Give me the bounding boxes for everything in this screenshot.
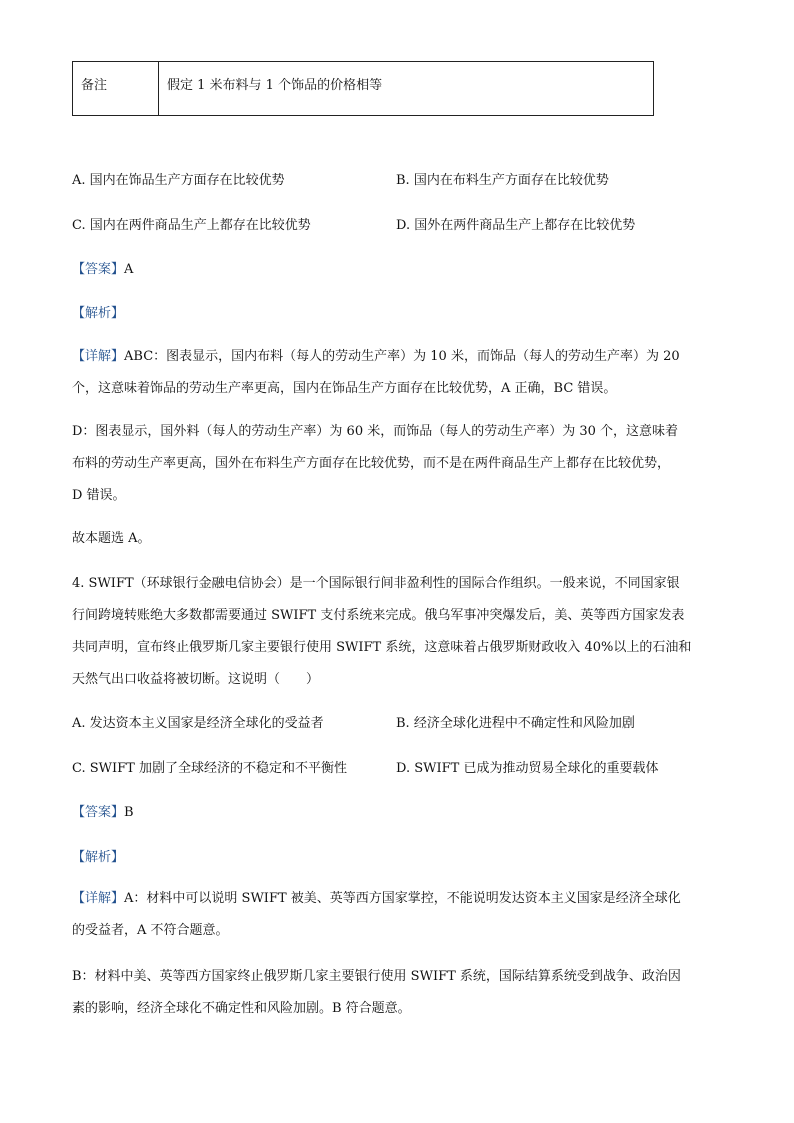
stem-line: 共同声明，宣布终止俄罗斯几家主要银行使用 SWIFT 系统，这意味着占俄罗斯财政收入 40%以上的石油和 bbox=[72, 640, 692, 655]
q4-option-b: B. 经济全球化进程中不确定性和风险加剧 bbox=[396, 716, 635, 731]
note-value: 假定 1 米布料与 1 个饰品的价格相等 bbox=[159, 62, 654, 116]
q4-detail bbox=[72, 883, 722, 947]
d-line: D 错误。 bbox=[72, 488, 126, 503]
answer-tag: 【答案】 bbox=[72, 805, 125, 820]
q3-option-d: D. 国外在两件商品生产上都存在比较优势 bbox=[396, 218, 636, 233]
q4-option-d: D. SWIFT 已成为推动贸易全球化的重要载体 bbox=[396, 761, 659, 776]
detail-line: ABC：图表显示，国内布料（每人的劳动生产率）为 10 米，而饰品（每人的劳动生产率）为 20 bbox=[124, 349, 680, 364]
detail-tag: 【详解】 bbox=[72, 349, 125, 364]
d-line: D：图表显示，国外料（每人的劳动生产率）为 60 米，而饰品（每人的劳动生产率）为 30 个，这意味着 bbox=[72, 424, 679, 439]
q3-conclusion: 故本题选 A。 bbox=[72, 531, 151, 546]
q4-stem bbox=[72, 568, 722, 696]
q3-option-c: C. 国内在两件商品生产上都存在比较优势 bbox=[72, 218, 311, 233]
q3-option-b: B. 国内在布料生产方面存在比较优势 bbox=[396, 173, 609, 188]
detail-line: 个，这意味着饰品的劳动生产率更高，国内在饰品生产方面存在比较优势，A 正确，BC 错误。 bbox=[72, 381, 617, 396]
stem-line: 行间跨境转账绝大多数都需要通过 SWIFT 支付系统来完成。俄乌军事冲突爆发后，美、英等西方国家发表 bbox=[72, 608, 685, 623]
q3-d-explanation bbox=[72, 416, 722, 512]
d-line: 布料的劳动生产率更高，国外在布料生产方面存在比较优势，而不是在两件商品生产上都存在比较优势， bbox=[72, 456, 671, 471]
note-label: 备注 bbox=[73, 62, 159, 116]
q3-detail bbox=[72, 341, 722, 405]
q4-b-explanation bbox=[72, 961, 722, 1025]
note-table bbox=[72, 61, 654, 116]
q4-option-c: C. SWIFT 加剧了全球经济的不稳定和不平衡性 bbox=[72, 761, 347, 776]
analysis-tag: 【解析】 bbox=[72, 306, 125, 321]
q3-answer bbox=[72, 258, 133, 277]
detail-tag: 【详解】 bbox=[72, 891, 125, 906]
b-line: B：材料中美、英等西方国家终止俄罗斯几家主要银行使用 SWIFT 系统，国际结算系统受到战争、政治因 bbox=[72, 969, 681, 984]
stem-line: 4. SWIFT（环球银行金融电信协会）是一个国际银行间非盈利性的国际合作组织。一般来说，不同国家银 bbox=[72, 576, 680, 591]
q4-analysis bbox=[72, 846, 124, 865]
b-line: 素的影响，经济全球化不确定性和风险加剧。B 符合题意。 bbox=[72, 1001, 411, 1016]
q3-option-a: A. 国内在饰品生产方面存在比较优势 bbox=[72, 173, 285, 188]
detail-line: 的受益者，A 不符合题意。 bbox=[72, 923, 229, 938]
answer-tag: 【答案】 bbox=[72, 262, 125, 277]
q4-option-a: A. 发达资本主义国家是经济全球化的受益者 bbox=[72, 716, 324, 731]
stem-line: 天然气出口收益将被切断。这说明（ ） bbox=[72, 672, 320, 687]
answer-value: A bbox=[124, 262, 134, 277]
detail-line: A：材料中可以说明 SWIFT 被美、英等西方国家掌控，不能说明发达资本主义国家是经济全球化 bbox=[124, 891, 681, 906]
analysis-tag: 【解析】 bbox=[72, 850, 125, 865]
q4-answer bbox=[72, 801, 134, 820]
answer-value: B bbox=[124, 805, 134, 820]
q3-analysis bbox=[72, 302, 124, 321]
